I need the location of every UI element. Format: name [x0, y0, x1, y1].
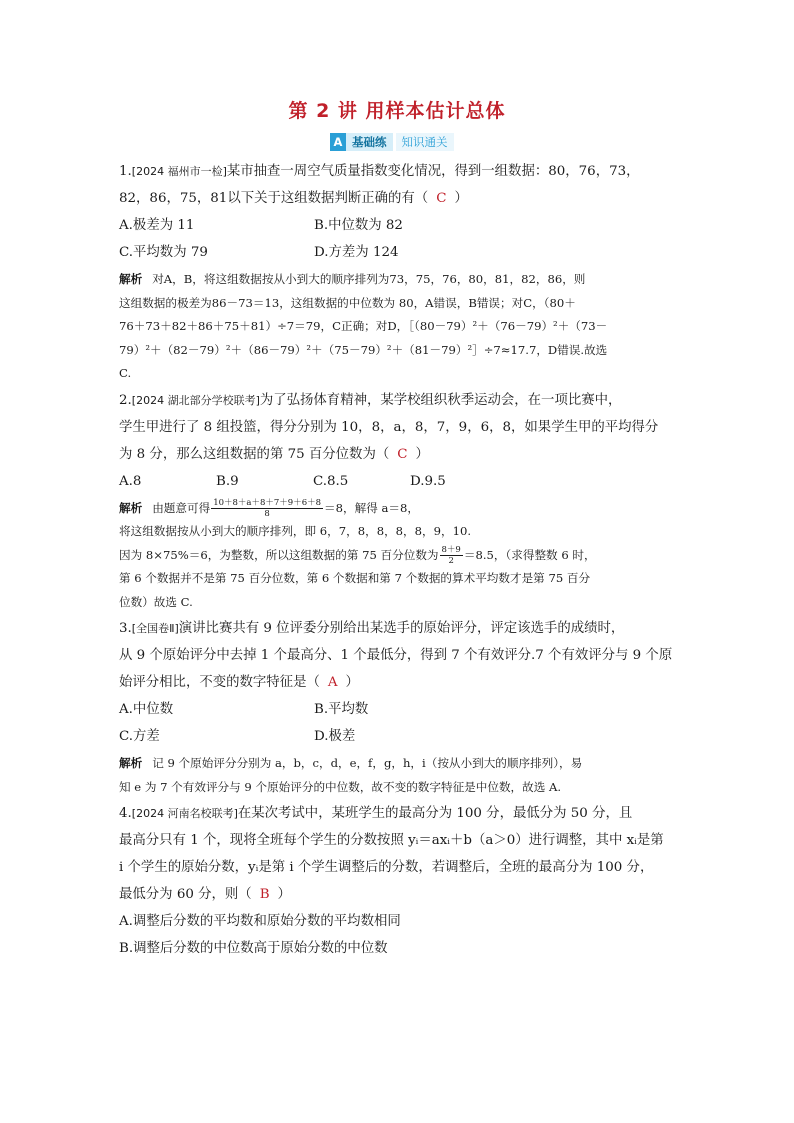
q3-option-a: A.中位数 [119, 702, 174, 717]
q1-solution-line: 76＋73＋82＋86＋75＋81）÷7＝79，C正确；对D，［（80－79）²＋（76－79）²＋（73－ [119, 319, 608, 333]
fraction-denominator: 2 [448, 556, 454, 566]
fraction-numerator: 10＋8＋a＋8＋7＋9＋6＋8 [213, 498, 322, 508]
page-title: 第 2 讲 用样本估计总体 [288, 100, 506, 122]
q4-option-b: B.调整后分数的中位数高于原始分数的中位数 [119, 941, 388, 956]
q4-stem-line2: 最高分只有 1 个，现将全班每个学生的分数按照 yᵢ＝axᵢ＋b（a＞0）进行调整，其中 xᵢ是第 [119, 833, 664, 848]
q1-solution-line: 对A，B，将这组数据按从小到大的顺序排列为73，75，76，80，81，82，86，则 [152, 272, 586, 286]
q3-solution [119, 752, 675, 799]
q2-stem-line1: 为了弘扬体育精神，某学校组织秋季运动会，在一项比赛中， [259, 392, 622, 408]
q1-option-d: D.方差为 124 [314, 245, 399, 260]
q2-fraction-mean [211, 498, 323, 519]
question-2 [119, 387, 675, 615]
q1-option-c: C.平均数为 79 [119, 245, 208, 260]
q2-solution-line: 将这组数据按从小到大的顺序排列，即 6，7，8，8，8，8，9，10. [119, 524, 472, 538]
q1-answer: C [436, 191, 447, 206]
q4-stem-line4: 最低分为 60 分，则（ [119, 887, 252, 902]
q1-solution-line: 这组数据的极差为86－73＝13，这组数据的中位数为 80，A错误，B错误；对C，（80＋ [119, 295, 576, 310]
q4-number: 4. [119, 806, 132, 821]
q3-number: 3. [119, 621, 132, 636]
question-3 [119, 615, 675, 799]
q2-solution-text: ＝8，解得 a＝8， [324, 500, 419, 515]
q3-source: [全国卷Ⅱ] [131, 622, 179, 635]
q3-option-d: D.极差 [314, 729, 356, 744]
q1-close-paren: ） [454, 191, 468, 206]
q3-answer: A [327, 675, 338, 690]
q3-option-c: C.方差 [119, 729, 160, 744]
q2-solution-text: ＝8.5，（求得整数 6 时， [463, 547, 596, 562]
q2-solution-text: 因为 8×75%＝6，为整数，所以这组数据的第 75 百分位数为 [119, 547, 439, 562]
q3-solution-label: 解析 [119, 756, 143, 770]
q3-close-paren: ） [345, 675, 359, 690]
q2-answer: C [397, 446, 408, 462]
q4-answer: B [259, 887, 270, 902]
q1-option-a: A.极差为 11 [119, 218, 195, 233]
fraction-numerator: 8＋9 [441, 545, 461, 555]
q2-stem-line3: 为 8 分，那么这组数据的第 75 百分位数为（ [119, 446, 390, 462]
badge-sub-label: 知识通关 [396, 133, 454, 151]
q3-stem-line1: 演讲比赛共有 9 位评委分别给出某选手的原始评分，评定该选手的成绩时， [178, 621, 625, 636]
q2-solution-line: 位数）故选 C. [119, 594, 193, 609]
q3-solution-line: 知 e 为 7 个有效评分与 9 个原始评分的中位数，故不变的数字特征是中位数，故选 A. [119, 779, 562, 794]
q2-solution [119, 497, 675, 615]
q4-stem-line1: 在某次考试中，某班学生的最高分为 100 分，最低分为 50 分，且 [237, 806, 633, 821]
q3-stem-line2: 从 9 个原始评分中去掉 1 个最高分、1 个最低分，得到 7 个有效评分.7 个有效评分与 9 个原 [119, 648, 673, 663]
q2-option-a: A.8 [119, 473, 142, 489]
badge-main-label: 基础练 [346, 133, 393, 151]
q2-number: 2. [119, 392, 132, 408]
q2-solution-line: 第 6 个数据并不是第 75 百分位数，第 6 个数据和第 7 个数据的算术平均数才是第 75 百分 [119, 571, 591, 585]
q1-source: [2024 福州市一检] [131, 165, 227, 178]
q2-option-b: B.9 [216, 473, 239, 489]
q4-close-paren: ） [277, 887, 291, 902]
q2-solution-text: 由题意可得 [152, 500, 211, 515]
q2-close-paren: ） [415, 446, 429, 462]
q1-solution [119, 268, 675, 386]
q2-source: [2024 湖北部分学校联考] [131, 393, 260, 407]
q2-option-d: D.9.5 [410, 473, 446, 489]
q2-stem-line2: 学生甲进行了 8 组投篮，得分分别为 10，8，a，8，7，9，6，8，如果学生甲的平均得分 [119, 419, 659, 435]
q2-solution-label: 解析 [119, 500, 143, 515]
question-1 [119, 158, 675, 386]
q3-solution-line: 记 9 个原始评分分别为 a，b，c，d，e，f，g，h，i（按从小到大的顺序排列），易 [152, 756, 583, 770]
q3-stem-line3: 始评分相比，不变的数字特征是（ [119, 675, 320, 690]
q1-solution-line: 79）²＋（82－79）²＋（86－79）²＋（75－79）²＋（81－79）²］÷7≈17.7，D错误.故选 [119, 342, 608, 357]
section-badge [330, 133, 454, 151]
q4-stem-line3: i 个学生的原始分数，yᵢ是第 i 个学生调整后的分数，若调整后，全班的最高分为 100 分， [119, 860, 654, 875]
question-4 [119, 800, 675, 962]
badge-letter: A [330, 133, 346, 151]
q4-option-a: A.调整后分数的平均数和原始分数的平均数相同 [119, 914, 401, 929]
q1-stem-line1: 某市抽查一周空气质量指数变化情况，得到一组数据：80，76，73， [226, 164, 640, 179]
fraction-denominator: 8 [264, 509, 270, 519]
q1-solution-label: 解析 [119, 272, 143, 286]
q3-option-b: B.平均数 [314, 702, 369, 717]
q1-stem-line2: 82，86，75，81以下关于这组数据判断正确的有（ [119, 191, 429, 206]
q1-option-b: B.中位数为 82 [314, 218, 403, 233]
q2-option-c: C.8.5 [313, 473, 349, 489]
content [119, 158, 675, 962]
q1-number: 1. [119, 164, 132, 179]
q4-source: [2024 河南名校联考] [131, 807, 238, 820]
q2-fraction-percentile [440, 545, 463, 566]
q1-solution-line: C. [119, 366, 132, 380]
